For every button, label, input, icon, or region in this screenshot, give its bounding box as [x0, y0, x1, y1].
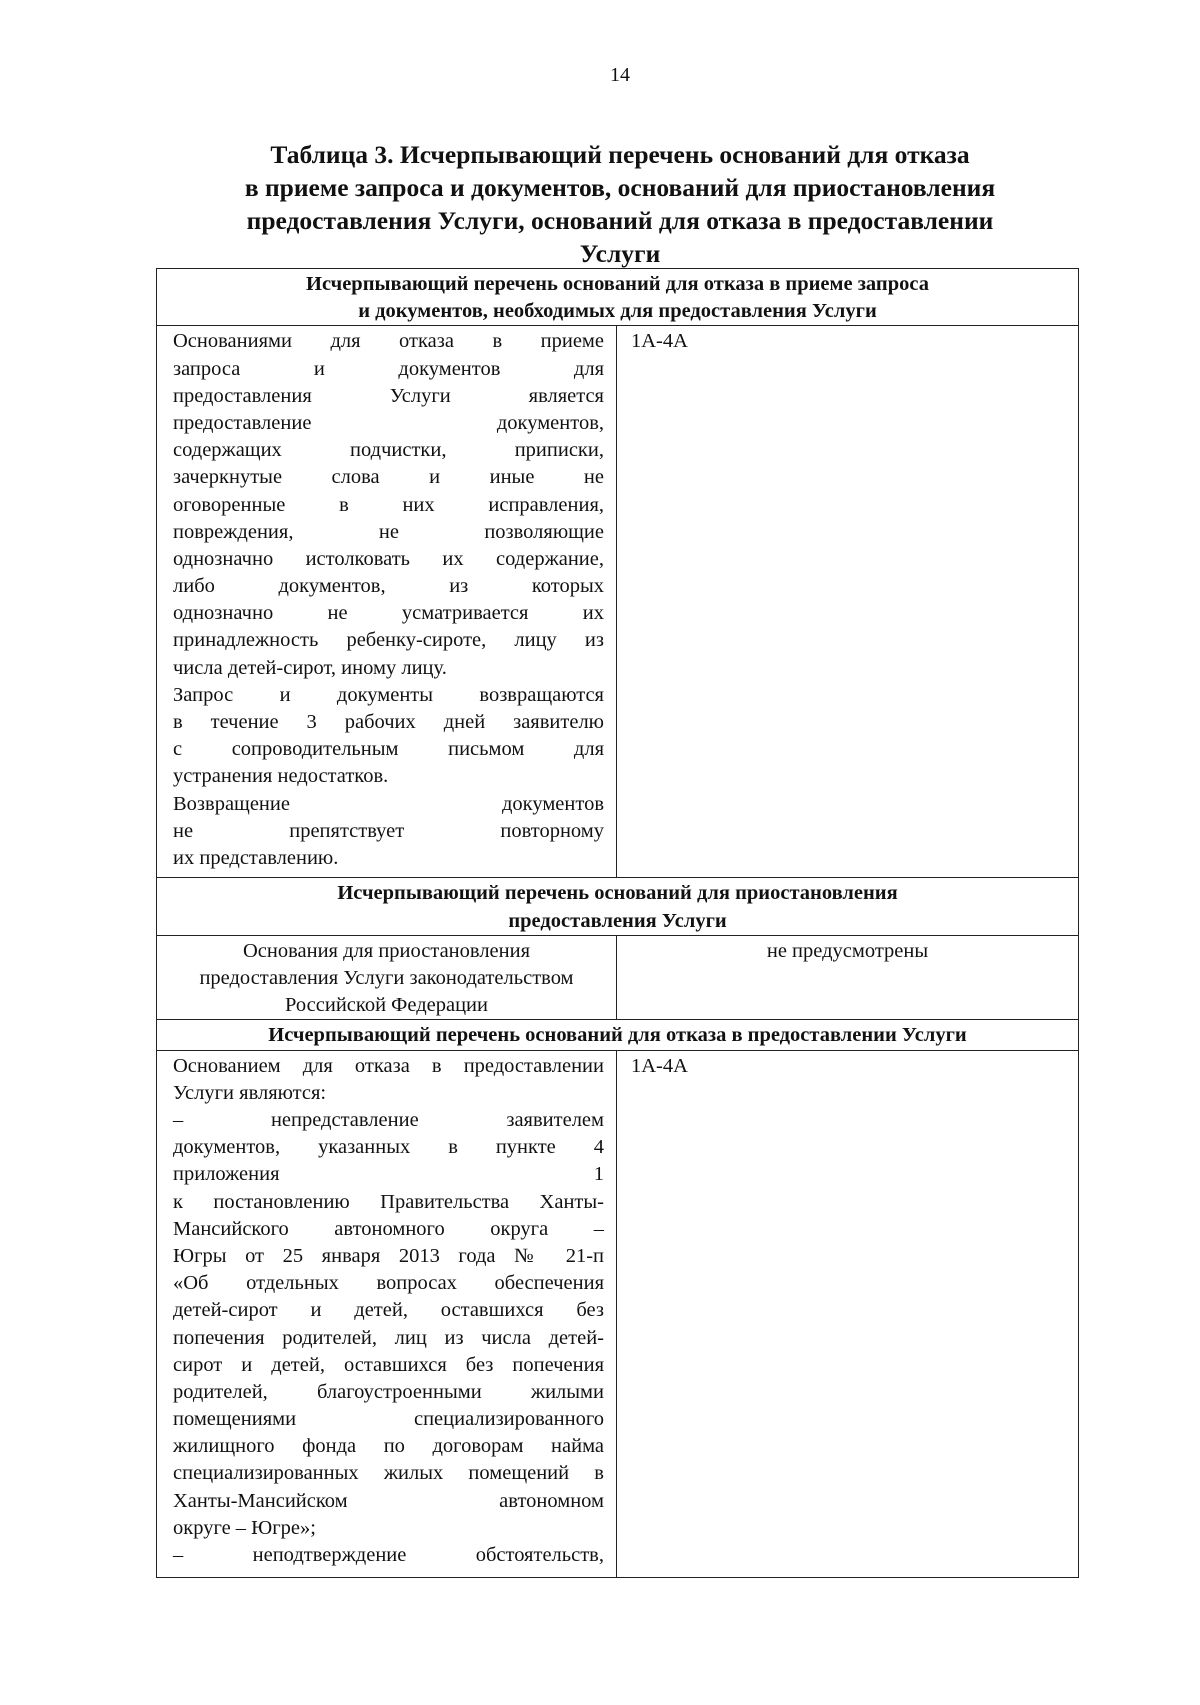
section-header-line: и документов, необходимых для предоставления Услуги [358, 300, 877, 323]
section-header-cell [157, 878, 1079, 935]
text-line: не препятствует повторному [173, 819, 604, 842]
text-line: приложения 1 [173, 1163, 604, 1186]
text-line: помещениями специализированного [173, 1408, 604, 1431]
text-line: Основаниями для отказа в приеме [173, 330, 604, 353]
text-line: с сопроводительным письмом для [173, 738, 604, 761]
text-line: предоставления Услуги законодательством [199, 967, 574, 990]
text-line: повреждения, не позволяющие [173, 520, 604, 543]
text-line: устранения недостатков. [173, 765, 389, 788]
section-header-cell [157, 1020, 1079, 1050]
text-line: зачеркнутые слова и иные не [173, 466, 604, 489]
grounds-table [156, 268, 1079, 1578]
section-header-line: Исчерпывающий перечень оснований для приостановления [337, 882, 898, 905]
text-line: их представлению. [173, 846, 339, 869]
section-header-refusal-provision [157, 1020, 1079, 1050]
text-line: Ханты-Мансийском автономном [173, 1489, 604, 1512]
text-line: оговоренные в них исправления, [173, 493, 604, 516]
text-line: содержащих подчистки, приписки, [173, 439, 604, 462]
text-line: числа детей-сирот, иному лицу. [173, 656, 447, 679]
grounds-text-cell [157, 1050, 617, 1577]
section-header-suspension [157, 878, 1079, 935]
text-line: – непредставление заявителем [173, 1109, 604, 1131]
grounds-text-cell [157, 326, 617, 878]
text-line: либо документов, из которых [173, 575, 604, 598]
text-line: Основанием для отказа в предоставлении [173, 1054, 604, 1077]
text-line: округе – Югре»; [173, 1516, 316, 1539]
text-line: Основания для приостановления [242, 939, 531, 962]
table-row [157, 935, 1079, 1020]
text-line: однозначно не усматривается их [173, 602, 604, 625]
text-line: Югры от 25 января 2013 года № 21-п [173, 1244, 604, 1267]
suspension-grounds-cell [157, 935, 617, 1020]
requirement-code: 1А-4А [631, 1054, 688, 1077]
section-header-line: Исчерпывающий перечень оснований для отказа в приеме запроса [306, 273, 929, 295]
text-line: принадлежность ребенку-сироте, лицу из [173, 629, 604, 652]
section-header-line: Исчерпывающий перечень оснований для отказа в предоставлении Услуги [268, 1024, 967, 1047]
text-line: Запрос и документы возвращаются [173, 683, 604, 706]
text-line: родителей, благоустроенными жилыми [173, 1380, 604, 1403]
text-line: жилищного фонда по договорам найма [173, 1435, 604, 1458]
table-row [157, 1050, 1079, 1577]
text-line: детей-сирот и детей, оставшихся без [173, 1299, 604, 1322]
suspension-value-cell [617, 935, 1079, 1020]
text-line: к постановлению Правительства Ханты- [173, 1190, 604, 1213]
text-line: Мансийского автономного округа – [173, 1217, 604, 1240]
text-line: предоставления Услуги является [173, 384, 604, 407]
text-line: документов, указанных в пункте 4 [173, 1136, 604, 1159]
text-line: «Об отдельных вопросах обеспечения [173, 1272, 604, 1295]
table-row [157, 326, 1079, 878]
text-line: попечения родителей, лиц из числа детей- [173, 1326, 604, 1349]
requirement-code-cell [617, 326, 1079, 878]
text-line: предоставление документов, [173, 411, 604, 434]
text-line: – неподтверждение обстоятельств, [173, 1544, 604, 1566]
text-line: специализированных жилых помещений в [173, 1462, 604, 1485]
section-header-line: предоставления Услуги [508, 909, 727, 932]
text-line: в течение 3 рабочих дней заявителю [173, 711, 604, 734]
text-line: запроса и документов для [173, 357, 604, 380]
text-line: Возвращение документов [173, 792, 604, 815]
requirement-code: 1А-4А [631, 330, 688, 353]
text-line: однозначно истолковать их содержание, [173, 547, 604, 570]
section-header-cell [157, 269, 1079, 326]
text-line: Услуги являются: [173, 1081, 327, 1104]
title-line: Услуги [579, 239, 661, 268]
table-title [140, 138, 1100, 270]
text-line: сирот и детей, оставшихся без попечения [173, 1353, 604, 1376]
title-line: в приеме запроса и документов, оснований для приостановления [244, 173, 996, 202]
requirement-code-cell [617, 1050, 1079, 1577]
title-line: предоставления Услуги, оснований для отказа в предоставлении [246, 206, 994, 235]
text-line: Российской Федерации [285, 994, 488, 1017]
title-line: Таблица 3. Исчерпывающий перечень оснований для отказа [270, 140, 970, 169]
suspension-value: не предусмотрены [766, 939, 929, 962]
section-header-refusal-acceptance [157, 269, 1079, 326]
page-number: 14 [610, 64, 630, 86]
